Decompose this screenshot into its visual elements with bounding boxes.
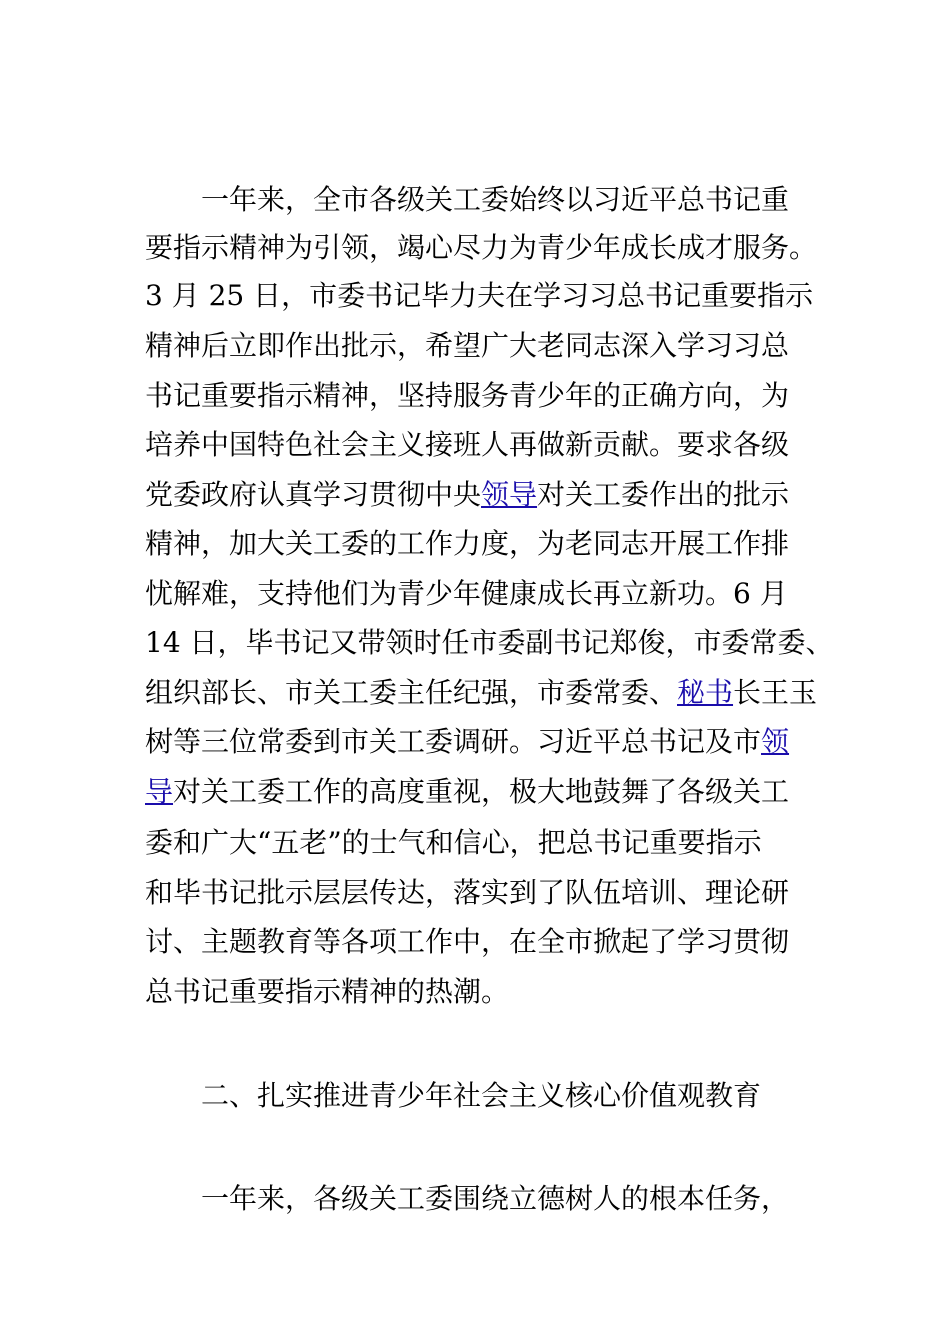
paragraph-line: [201, 1175, 789, 1223]
paragraph-line: [201, 176, 789, 224]
text-segment: 14 日，毕书记又带领时任市委副书记郑俊，市委常委、: [145, 626, 834, 659]
paragraph-line: [145, 619, 834, 667]
text-segment: 精神后立即作出批示，希望广大老同志深入学习习总: [145, 329, 790, 362]
paragraph-line: [145, 819, 762, 867]
text-segment: 对关工委工作的高度重视，极大地鼓舞了各级关工: [173, 775, 790, 808]
text-segment: 一年来，各级关工委围绕立德树人的根本任务，: [201, 1182, 790, 1215]
paragraph-line: [145, 224, 817, 272]
text-segment: 对关工委作出的批示: [537, 478, 790, 511]
paragraph-line: [145, 421, 789, 469]
section-heading: [201, 1072, 761, 1120]
link-leadership[interactable]: 导: [145, 775, 174, 808]
text-segment: 一年来，全市各级关工委始终以习近平总书记重: [201, 183, 790, 216]
text-segment: 党委政府认真学习贯彻中央: [145, 478, 482, 511]
text-segment: 委和广大“五老”的士气和信心，把总书记重要指示: [145, 826, 762, 859]
text-segment: 书记重要指示精神，坚持服务青少年的正确方向，为: [145, 379, 790, 412]
paragraph-line: [145, 570, 788, 618]
link-leadership[interactable]: 领: [761, 725, 790, 758]
paragraph-line: [145, 520, 789, 568]
paragraph-line: [145, 471, 789, 519]
heading-text: 二、扎实推进青少年社会主义核心价值观教育: [201, 1079, 762, 1112]
paragraph-line: [145, 968, 509, 1016]
text-segment: 讨、主题教育等各项工作中，在全市掀起了学习贯彻: [145, 925, 790, 958]
text-segment: 培养中国特色社会主义接班人再做新贡献。要求各级: [145, 428, 790, 461]
text-segment: 和毕书记批示层层传达，落实到了队伍培训、理论研: [145, 876, 790, 909]
paragraph-line: [145, 869, 789, 917]
link-secretary[interactable]: 秘书: [677, 676, 734, 709]
paragraph-line: [145, 918, 789, 966]
text-segment: 精神，加大关工委的工作力度，为老同志开展工作排: [145, 527, 790, 560]
text-segment: 忧解难，支持他们为青少年健康成长再立新功。6 月: [145, 577, 788, 610]
paragraph-line: [145, 372, 789, 420]
text-segment: 总书记重要指示精神的热潮。: [145, 975, 510, 1008]
link-leadership[interactable]: 领导: [481, 478, 538, 511]
paragraph-line: [145, 669, 817, 717]
text-segment: 树等三位常委到市关工委调研。习近平总书记及市: [145, 725, 762, 758]
paragraph-line: [145, 322, 789, 370]
text-segment: 组织部长、市关工委主任纪强，市委常委、: [145, 676, 678, 709]
text-segment: 长王玉: [733, 676, 818, 709]
text-segment: 要指示精神为引领，竭心尽力为青少年成长成才服务。: [145, 231, 818, 264]
text-segment: 3 月 25 日，市委书记毕力夫在学习习总书记重要指示: [145, 279, 814, 312]
paragraph-line: [145, 718, 789, 766]
paragraph-line: [145, 768, 789, 816]
paragraph-line: [145, 272, 813, 320]
